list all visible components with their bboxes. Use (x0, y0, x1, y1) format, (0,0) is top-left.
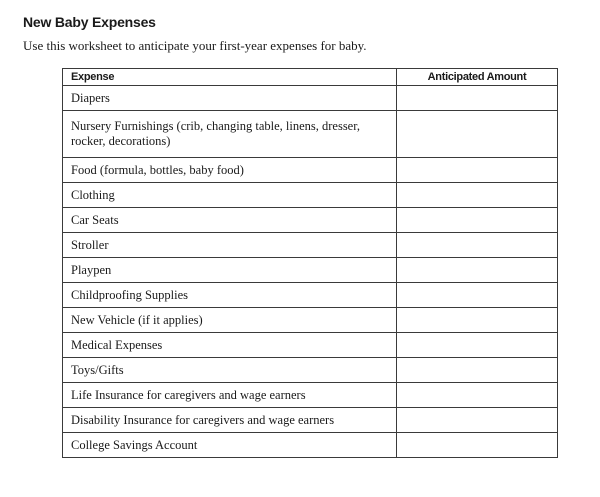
expense-cell: Childproofing Supplies (63, 283, 397, 308)
table-row (63, 358, 558, 383)
amount-cell[interactable] (397, 408, 558, 433)
expense-cell: Nursery Furnishings (crib, changing table, linens, dresser, rocker, decorations) (63, 111, 397, 158)
amount-cell[interactable] (397, 183, 558, 208)
expense-cell: New Vehicle (if it applies) (63, 308, 397, 333)
amount-cell[interactable] (397, 383, 558, 408)
amount-cell[interactable] (397, 233, 558, 258)
table-row (63, 333, 558, 358)
amount-cell[interactable] (397, 308, 558, 333)
amount-column-header: Anticipated Amount (397, 69, 558, 86)
table-header-row (63, 69, 558, 86)
amount-cell[interactable] (397, 111, 558, 158)
expense-cell: Clothing (63, 183, 397, 208)
amount-cell[interactable] (397, 333, 558, 358)
amount-cell[interactable] (397, 433, 558, 458)
expense-column-header: Expense (63, 69, 397, 86)
expense-worksheet-table (62, 68, 558, 458)
amount-cell[interactable] (397, 86, 558, 111)
table-row (63, 258, 558, 283)
expense-cell: Car Seats (63, 208, 397, 233)
table-row (63, 308, 558, 333)
page-title: New Baby Expenses (23, 14, 156, 30)
table-row (63, 433, 558, 458)
table-row (63, 233, 558, 258)
page-subtitle: Use this worksheet to anticipate your first-year expenses for baby. (23, 38, 367, 53)
expense-cell: Playpen (63, 258, 397, 283)
table-row (63, 383, 558, 408)
table-row (63, 408, 558, 433)
expense-cell: Diapers (63, 86, 397, 111)
amount-cell[interactable] (397, 208, 558, 233)
amount-cell[interactable] (397, 283, 558, 308)
expense-cell: Life Insurance for caregivers and wage earners (63, 383, 397, 408)
table-row (63, 183, 558, 208)
amount-cell[interactable] (397, 258, 558, 283)
table-row (63, 111, 558, 158)
expense-cell: College Savings Account (63, 433, 397, 458)
table-row (63, 158, 558, 183)
table-row (63, 283, 558, 308)
table-row (63, 208, 558, 233)
amount-cell[interactable] (397, 358, 558, 383)
expense-cell: Stroller (63, 233, 397, 258)
expense-cell: Toys/Gifts (63, 358, 397, 383)
table-row (63, 86, 558, 111)
expense-cell: Disability Insurance for caregivers and wage earners (63, 408, 397, 433)
expense-cell: Food (formula, bottles, baby food) (63, 158, 397, 183)
amount-cell[interactable] (397, 158, 558, 183)
expense-cell: Medical Expenses (63, 333, 397, 358)
